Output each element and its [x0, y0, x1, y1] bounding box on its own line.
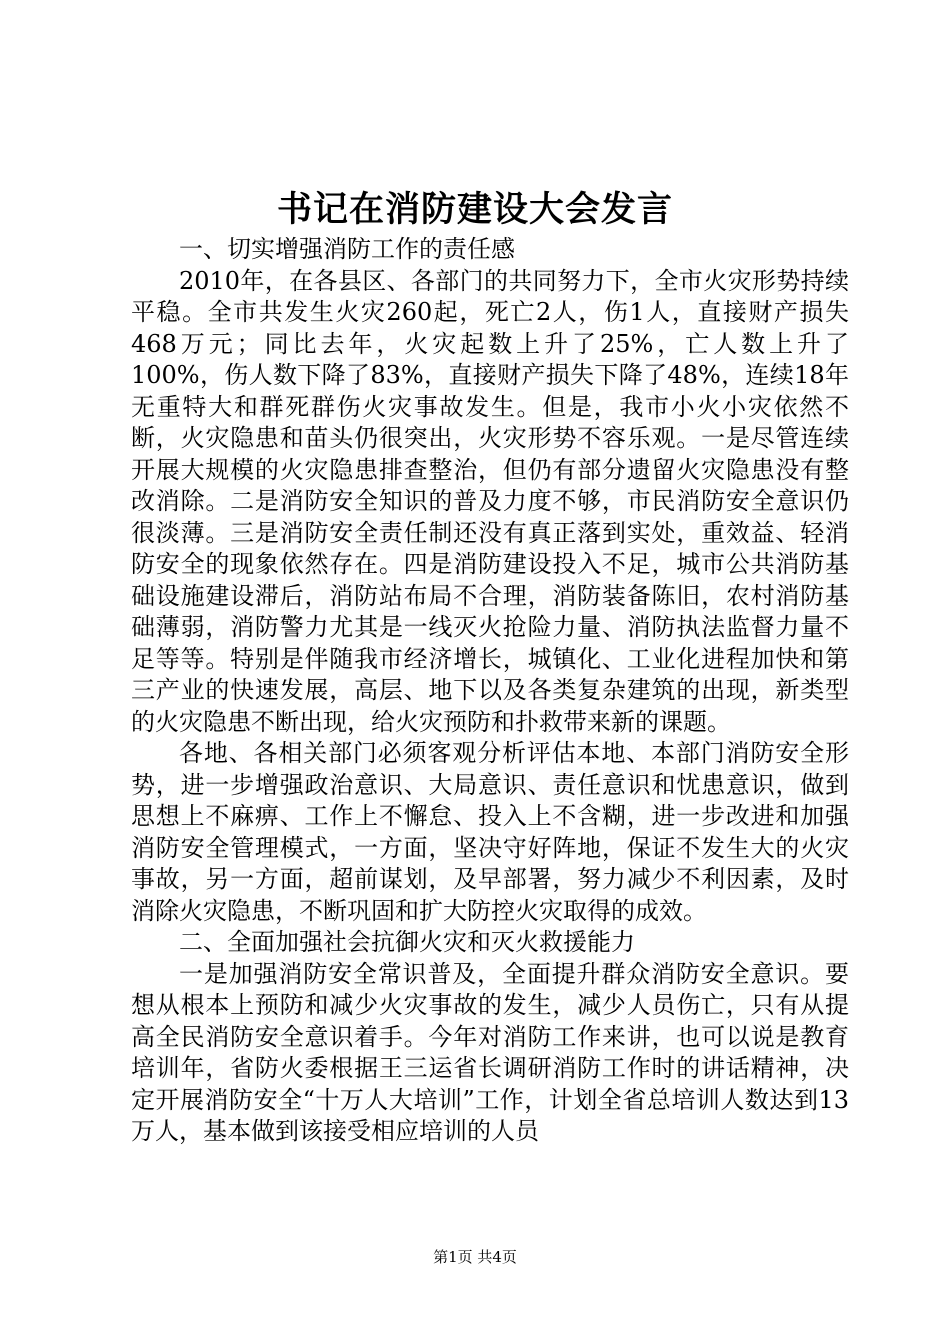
- page-footer: 第1页 共4页: [433, 1248, 517, 1266]
- document-title: 书记在消防建设大会发言: [276, 189, 673, 230]
- paragraph-assessment: 各地、各相关部门必须客观分析评估本地、本部门消防安全形势，进一步增强政治意识、大局意识、责任意识和忧患意识，做到思想上不麻痹、工作上不懈怠、投入上不含糊，进一步改进和加强消防安全管理模式，一方面，坚决守好阵地，保证不发生大的火灾事故，另一方面，超前谋划，及早部署，努力减少不利因素，及时消除火灾隐患，不断巩固和扩大防控火灾取得的成效。: [131, 739, 849, 925]
- paragraph-education: 一是加强消防安全常识普及，全面提升群众消防安全意识。要想从根本上预防和减少火灾事故的发生，减少人员伤亡，只有从提高全民消防安全意识着手。今年对消防工作来讲，也可以说是教育培训年，省防火委根据王三运省长调研消防工作时的讲话精神，决定开展消防安全“十万人大培训”工作，计划全省总培训人数达到13万人，基本做到该接受相应培训的人员: [131, 959, 849, 1145]
- document-body: [131, 234, 849, 1148]
- section-heading-2: 二、全面加强社会抗御火灾和灭火救援能力: [179, 928, 635, 956]
- section-heading-1: 一、切实增强消防工作的责任感: [179, 235, 515, 263]
- paragraph-fire-situation: 2010年，在各县区、各部门的共同努力下，全市火灾形势持续平稳。全市共发生火灾260起，死亡2人，伤1人，直接财产损失468万元；同比去年，火灾起数上升了25%，亡人数上升了100%，伤人数下降了83%，直接财产损失下降了48%，连续18年无重特大和群死群伤火灾事故发生。但是，我市小火小灾依然不断，火灾隐患和苗头仍很突出，火灾形势不容乐观。一是尽管连续开展大规模的火灾隐患排查整治，但仍有部分遗留火灾隐患没有整改消除。二是消防安全知识的普及力度不够，市民消防安全意识仍很淡薄。三是消防安全责任制还没有真正落到实处，重效益、轻消防安全的现象依然存在。四是消防建设投入不足，城市公共消防基础设施建设滞后，消防站布局不合理，消防装备陈旧，农村消防基础薄弱，消防警力尤其是一线灭火抢险力量、消防执法监督力量不足等等。特别是伴随我市经济增长，城镇化、工业化进程加快和第三产业的快速发展，高层、地下以及各类复杂建筑的出现，新类型的火灾隐患不断出现，给火灾预防和扑救带来新的课题。: [131, 266, 849, 736]
